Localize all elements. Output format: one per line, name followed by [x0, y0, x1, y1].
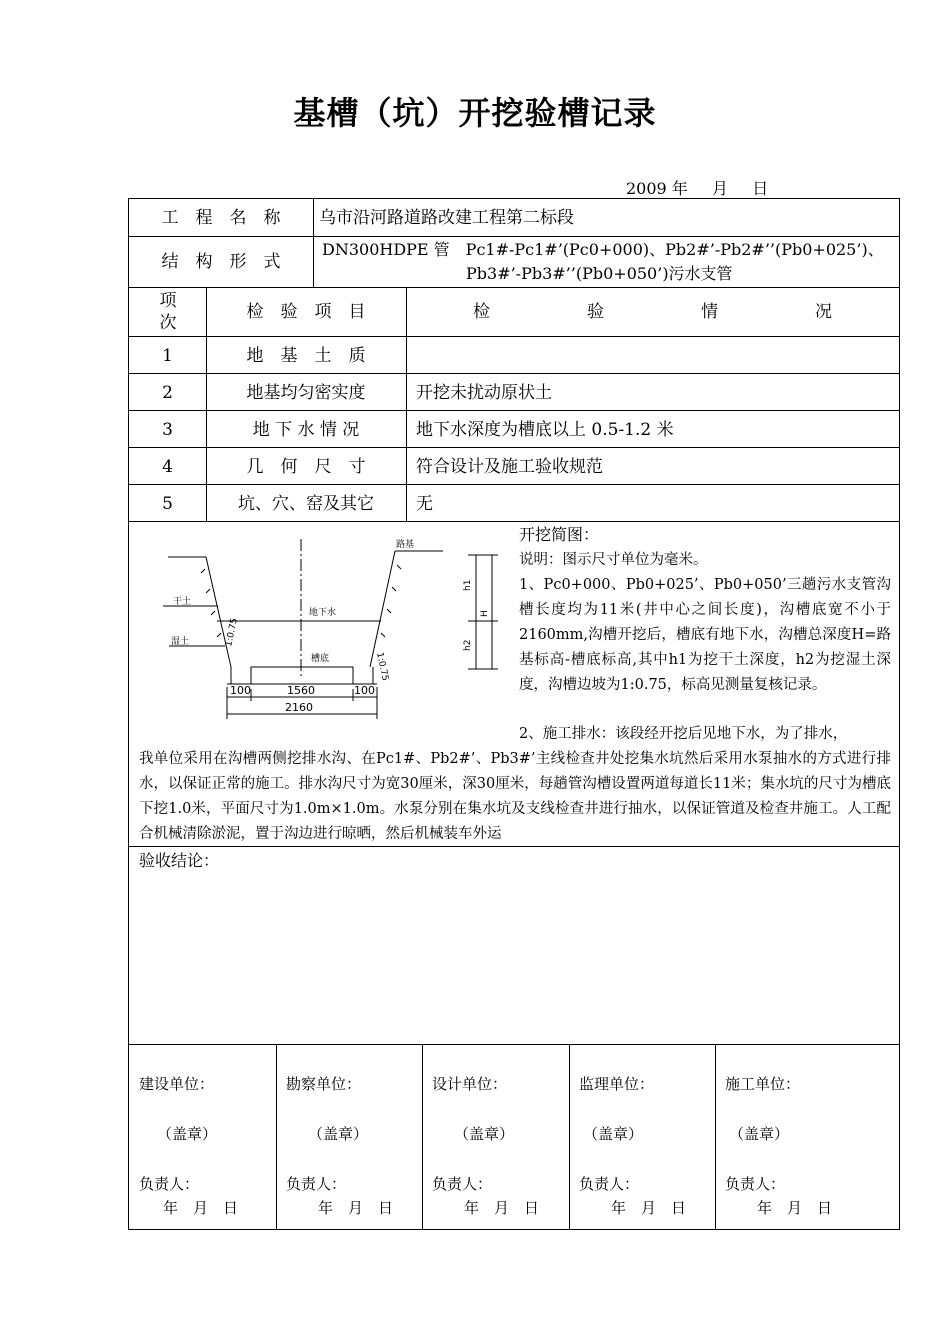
slope-left — [206, 557, 231, 667]
dim-h1: h1 — [463, 579, 473, 591]
signature-person: 负责人： — [725, 1175, 786, 1193]
rule — [129, 336, 899, 337]
structure-label: 结 构 形 式 — [161, 252, 281, 272]
rule — [569, 1044, 570, 1230]
signature-unit-label: 建设单位： — [139, 1075, 215, 1093]
signature-stamp: （盖章） — [157, 1125, 218, 1143]
rule — [276, 1044, 277, 1230]
sketch-note: 说明：图示尺寸单位为毫米。 — [519, 552, 708, 568]
row-5-no: 5 — [162, 494, 173, 514]
signature-construction-unit — [139, 1074, 269, 1218]
trench-bottom — [231, 667, 373, 684]
signature-supervision-unit — [579, 1074, 709, 1218]
dim-side-left: 100 — [230, 684, 251, 697]
date-day: 日 — [752, 179, 769, 198]
rule — [129, 484, 899, 485]
row-4-no: 4 — [162, 457, 173, 477]
record-form — [128, 198, 900, 1230]
sketch-heading: 开挖简图： — [519, 525, 600, 544]
row-2-no: 2 — [162, 383, 173, 403]
rule — [129, 287, 899, 288]
row-1-item: 地 基 土 质 — [246, 346, 366, 366]
rule — [715, 1044, 716, 1230]
conclusion-label: 验收结论： — [139, 851, 220, 870]
dim-h2: h2 — [463, 639, 473, 651]
col-header-item: 检 验 项 目 — [246, 302, 366, 322]
signature-date: 年 月 日 — [757, 1199, 833, 1217]
signature-design-unit — [432, 1074, 562, 1218]
signature-stamp: （盖章） — [308, 1125, 369, 1143]
row-2-item: 地基均匀密实度 — [246, 383, 366, 403]
row-3-item: 地 下 水 情 况 — [252, 420, 360, 440]
dim-middle: 1560 — [287, 684, 315, 697]
slope-right-ratio: 1:0.75 — [374, 651, 390, 682]
row-4-item: 几 何 尺 寸 — [246, 457, 366, 477]
signature-stamp: （盖章） — [729, 1125, 790, 1143]
label-wet-soil: 湿土 — [171, 637, 190, 647]
signature-date: 年 月 日 — [318, 1199, 394, 1217]
signature-unit-label: 施工单位： — [725, 1075, 801, 1093]
signature-person: 负责人： — [432, 1175, 493, 1193]
rule — [406, 287, 407, 521]
sketch-paragraph-2-body: 我单位采用在沟槽两侧挖排水沟、在Pc1#、Pb2#’、Pb3#’主线检查井处挖集水坑然后采用水泵抽水的方式进行排水，以保证正常的施工。排水沟尺寸为宽30厘米，深30厘米，每趟管沟槽设置两道每道长11米；集水坑的尺寸为槽底下挖1.0米，平面尺寸为1.0m×1.0m。水泵分别在集水坑及支线检查井进行抽水，以保证管道及检查井施工。人工配合机械清除淤泥，置于沟边进行晾晒，然后机械装车外运 — [139, 751, 891, 842]
rule — [129, 447, 899, 448]
signature-unit-label: 勘察单位： — [286, 1075, 362, 1093]
signature-unit-label: 设计单位： — [432, 1075, 508, 1093]
signature-date: 年 月 日 — [163, 1199, 239, 1217]
signature-stamp: （盖章） — [583, 1125, 644, 1143]
document-title: 基槽（坑）开挖验槽记录 — [293, 94, 657, 132]
signature-stamp: （盖章） — [454, 1125, 515, 1143]
record-date — [626, 176, 768, 199]
signature-date: 年 月 日 — [464, 1199, 540, 1217]
project-name-value: 乌市沿河路道路改建工程第二标段 — [319, 208, 574, 228]
structure-value-line1: DN300HDPE 管 Pc1#-Pc1#’(Pc0+000)、Pb2#’-Pb2#’’(Pb0+025’)、 — [322, 240, 884, 259]
row-3-result: 地下水深度为槽底以上 0.5-1.2 米 — [416, 420, 674, 440]
signature-unit-label: 监理单位： — [579, 1075, 655, 1093]
rule — [313, 199, 314, 287]
sketch-paragraph-1: 1、Pc0+000、Pb0+025’、Pb0+050’三趟污水支管沟槽长度均为11米(井中心之间长度)，沟槽底宽不小于2160mm,沟槽开挖后，槽底有地下水，沟槽总深度H=路基标高-槽底标高,其中h1为挖干土深度，h2为挖湿土深度，沟槽边坡为1:0.75，标高见测量复核记录。 — [519, 577, 891, 693]
signature-builder-unit — [725, 1074, 855, 1218]
date-year: 2009 年 — [626, 179, 688, 198]
dim-total: 2160 — [285, 701, 313, 714]
dim-side-right: 100 — [354, 684, 375, 697]
rule — [129, 373, 899, 374]
signature-survey-unit — [286, 1074, 416, 1218]
dim-H: H — [480, 610, 490, 617]
excavation-sketch — [143, 529, 503, 724]
label-dry-soil: 干土 — [173, 597, 192, 607]
sketch-paragraph-2-head: 2、施工排水：该段经开挖后见地下水，为了排水， — [519, 726, 848, 742]
rule — [129, 521, 899, 522]
signature-person: 负责人： — [139, 1175, 200, 1193]
col-header-no: 项次 — [159, 291, 177, 333]
slope-left-ratio: 1:0.75 — [224, 617, 240, 648]
rule — [206, 287, 207, 521]
date-month: 月 — [712, 179, 729, 198]
row-3-no: 3 — [162, 420, 173, 440]
row-5-result: 无 — [416, 494, 433, 514]
row-2-result: 开挖未扰动原状土 — [416, 383, 552, 403]
col-header-result: 检 验 情 况 — [473, 302, 872, 322]
signature-person: 负责人： — [579, 1175, 640, 1193]
project-name-label: 工 程 名 称 — [161, 208, 281, 228]
rule — [129, 1044, 899, 1045]
rule — [129, 236, 899, 237]
label-bottom: 槽底 — [311, 654, 330, 664]
slope-right — [370, 551, 395, 667]
rule — [129, 410, 899, 411]
label-groundwater: 地下水 — [309, 608, 337, 618]
rule — [422, 1044, 423, 1230]
label-road: 路基 — [396, 540, 415, 550]
signature-date: 年 月 日 — [611, 1199, 687, 1217]
structure-value-line2: Pb3#’-Pb3#’’(Pb0+050’)污水支管 — [466, 264, 733, 283]
row-5-item: 坑、穴、窑及其它 — [238, 494, 374, 514]
row-1-no: 1 — [162, 346, 173, 366]
row-4-result: 符合设计及施工验收规范 — [416, 457, 603, 477]
signature-person: 负责人： — [286, 1175, 347, 1193]
